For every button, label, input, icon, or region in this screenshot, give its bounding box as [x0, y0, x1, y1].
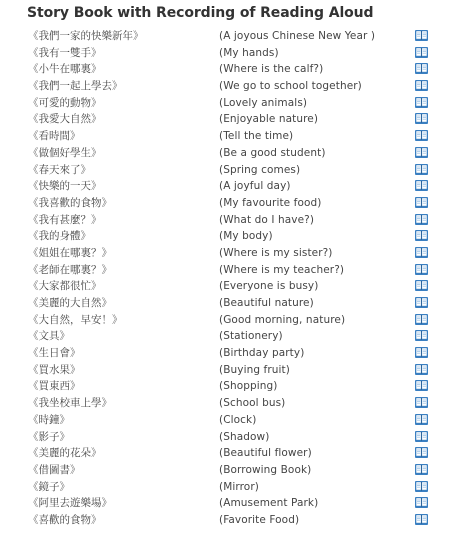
story-row — [0, 45, 450, 62]
story-title-chinese[interactable]: 《大自然，早安！》 — [28, 313, 123, 326]
open-book-icon[interactable] — [415, 113, 428, 124]
story-title-english: (Shopping) — [219, 380, 278, 393]
story-title-english: (Enjoyable nature) — [219, 113, 319, 126]
story-row — [0, 162, 450, 179]
story-title-english: (A joyful day) — [219, 180, 291, 193]
story-row — [0, 95, 450, 112]
story-title-chinese[interactable]: 《借圖書》 — [28, 463, 81, 476]
story-title-chinese[interactable]: 《快樂的一天》 — [28, 180, 102, 193]
story-title-chinese[interactable]: 《春天來了》 — [28, 163, 91, 176]
story-title-english: (What do I have?) — [219, 213, 315, 226]
open-book-icon[interactable] — [415, 297, 428, 308]
story-title-english: (A joyous Chinese New Year ) — [219, 30, 376, 42]
open-book-icon[interactable] — [415, 447, 428, 458]
open-book-icon[interactable] — [415, 414, 428, 425]
open-book-icon[interactable] — [415, 380, 428, 391]
story-title-english: (Be a good student) — [219, 146, 326, 159]
story-title-chinese[interactable]: 《生日會》 — [28, 347, 81, 360]
open-book-icon[interactable] — [415, 30, 428, 41]
story-row — [0, 429, 450, 446]
story-title-chinese[interactable]: 《影子》 — [28, 430, 70, 443]
story-row — [0, 495, 450, 512]
story-row — [0, 212, 450, 229]
open-book-icon[interactable] — [415, 63, 428, 74]
open-book-icon[interactable] — [415, 247, 428, 258]
story-title-english: (Borrowing Book) — [219, 463, 312, 476]
open-book-icon[interactable] — [415, 80, 428, 91]
open-book-icon[interactable] — [415, 514, 428, 525]
story-title-english: (Where is my teacher?) — [219, 263, 345, 276]
story-title-chinese[interactable]: 《可愛的動物》 — [28, 96, 102, 109]
story-title-chinese[interactable]: 《買東西》 — [28, 380, 81, 393]
story-title-chinese[interactable]: 《喜歡的食物》 — [28, 513, 102, 526]
open-book-icon[interactable] — [415, 130, 428, 141]
story-title-chinese[interactable]: 《文具》 — [28, 330, 70, 343]
story-title-english: (Spring comes) — [219, 163, 301, 176]
open-book-icon[interactable] — [415, 397, 428, 408]
story-title-chinese[interactable]: 《我的身體》 — [28, 230, 91, 243]
story-title-english: (Clock) — [219, 413, 257, 426]
story-title-chinese[interactable]: 《我坐校車上學》 — [28, 397, 112, 410]
story-row — [0, 328, 450, 345]
open-book-icon[interactable] — [415, 230, 428, 241]
story-title-english: (Beautiful nature) — [219, 297, 314, 309]
story-row — [0, 378, 450, 395]
story-row — [0, 178, 450, 195]
open-book-icon[interactable] — [415, 314, 428, 325]
story-title-english: (School bus) — [219, 397, 286, 410]
story-title-english: (Favorite Food) — [219, 513, 300, 526]
story-title-chinese[interactable]: 《阿里去遊樂場》 — [28, 497, 112, 510]
story-title-english: (Lovely animals) — [219, 96, 308, 109]
story-row — [0, 512, 450, 529]
story-title-chinese[interactable]: 《老師在哪裏？》 — [28, 263, 112, 276]
story-title-english: (Beautiful flower) — [219, 447, 312, 460]
story-list — [0, 28, 450, 529]
story-title-chinese[interactable]: 《小牛在哪裏》 — [28, 63, 102, 76]
story-row — [0, 78, 450, 95]
story-row — [0, 28, 450, 45]
story-row — [0, 362, 450, 379]
story-title-chinese[interactable]: 《美麗的花朵》 — [28, 447, 102, 460]
story-title-english: (Amusement Park) — [219, 497, 319, 510]
story-title-english: (Buying fruit) — [219, 363, 290, 376]
story-row — [0, 145, 450, 162]
story-title-english: (Good morning, nature) — [219, 313, 346, 326]
story-row — [0, 278, 450, 295]
story-title-english: (Where is the calf?) — [219, 63, 324, 76]
story-title-chinese[interactable]: 《我有甚麼？》 — [28, 213, 102, 226]
open-book-icon[interactable] — [415, 347, 428, 358]
story-title-chinese[interactable]: 《時鐘》 — [28, 413, 70, 426]
open-book-icon[interactable] — [415, 197, 428, 208]
story-title-english: (Birthday party) — [219, 347, 305, 360]
story-title-chinese[interactable]: 《做個好學生》 — [28, 146, 102, 159]
open-book-icon[interactable] — [415, 330, 428, 341]
story-row — [0, 345, 450, 362]
story-title-chinese[interactable]: 《我愛大自然》 — [28, 113, 102, 126]
open-book-icon[interactable] — [415, 464, 428, 475]
story-row — [0, 479, 450, 496]
story-title-chinese[interactable]: 《我們一起上學去》 — [28, 80, 123, 93]
story-title-english: (Mirror) — [219, 480, 259, 493]
story-title-chinese[interactable]: 《美麗的大自然》 — [28, 297, 112, 309]
story-title-english: (My body) — [219, 230, 273, 243]
story-title-english: (We go to school together) — [219, 80, 362, 93]
story-title-english: (Where is my sister?) — [219, 246, 333, 259]
page-title: Story Book with Recording of Reading Aloud — [27, 5, 374, 21]
story-row — [0, 111, 450, 128]
open-book-icon[interactable] — [415, 497, 428, 508]
open-book-icon[interactable] — [415, 47, 428, 58]
open-book-icon[interactable] — [415, 364, 428, 375]
story-title-english: (Stationery) — [219, 330, 283, 343]
open-book-icon[interactable] — [415, 180, 428, 191]
story-title-chinese[interactable]: 《姐姐在哪裏？》 — [28, 246, 112, 259]
story-title-english: (Shadow) — [219, 430, 270, 443]
story-row — [0, 262, 450, 279]
open-book-icon[interactable] — [415, 280, 428, 291]
open-book-icon[interactable] — [415, 481, 428, 492]
story-row — [0, 295, 450, 312]
story-row — [0, 445, 450, 462]
story-title-chinese[interactable]: 《看時間》 — [28, 130, 81, 143]
story-title-chinese[interactable]: 《買水果》 — [28, 363, 81, 376]
story-row — [0, 128, 450, 145]
story-title-chinese[interactable]: 《我喜歡的食物》 — [28, 196, 112, 209]
story-row — [0, 312, 450, 329]
open-book-icon[interactable] — [415, 164, 428, 175]
open-book-icon[interactable] — [415, 97, 428, 108]
open-book-icon[interactable] — [415, 147, 428, 158]
story-row — [0, 462, 450, 479]
story-title-chinese[interactable]: 《鏡子》 — [28, 480, 70, 493]
open-book-icon[interactable] — [415, 431, 428, 442]
story-row — [0, 61, 450, 78]
open-book-icon[interactable] — [415, 264, 428, 275]
story-row — [0, 228, 450, 245]
story-title-english: (Everyone is busy) — [219, 280, 319, 293]
story-row — [0, 195, 450, 212]
story-title-english: (Tell the time) — [219, 130, 294, 143]
story-title-chinese[interactable]: 《我們一家的快樂新年》 — [28, 30, 144, 42]
story-row — [0, 245, 450, 262]
open-book-icon[interactable] — [415, 214, 428, 225]
story-row — [0, 412, 450, 429]
story-title-chinese[interactable]: 《大家都很忙》 — [28, 280, 102, 293]
story-row — [0, 395, 450, 412]
story-title-english: (My favourite food) — [219, 196, 322, 209]
story-title-english: (My hands) — [219, 46, 279, 59]
story-title-chinese[interactable]: 《我有一雙手》 — [28, 46, 102, 59]
